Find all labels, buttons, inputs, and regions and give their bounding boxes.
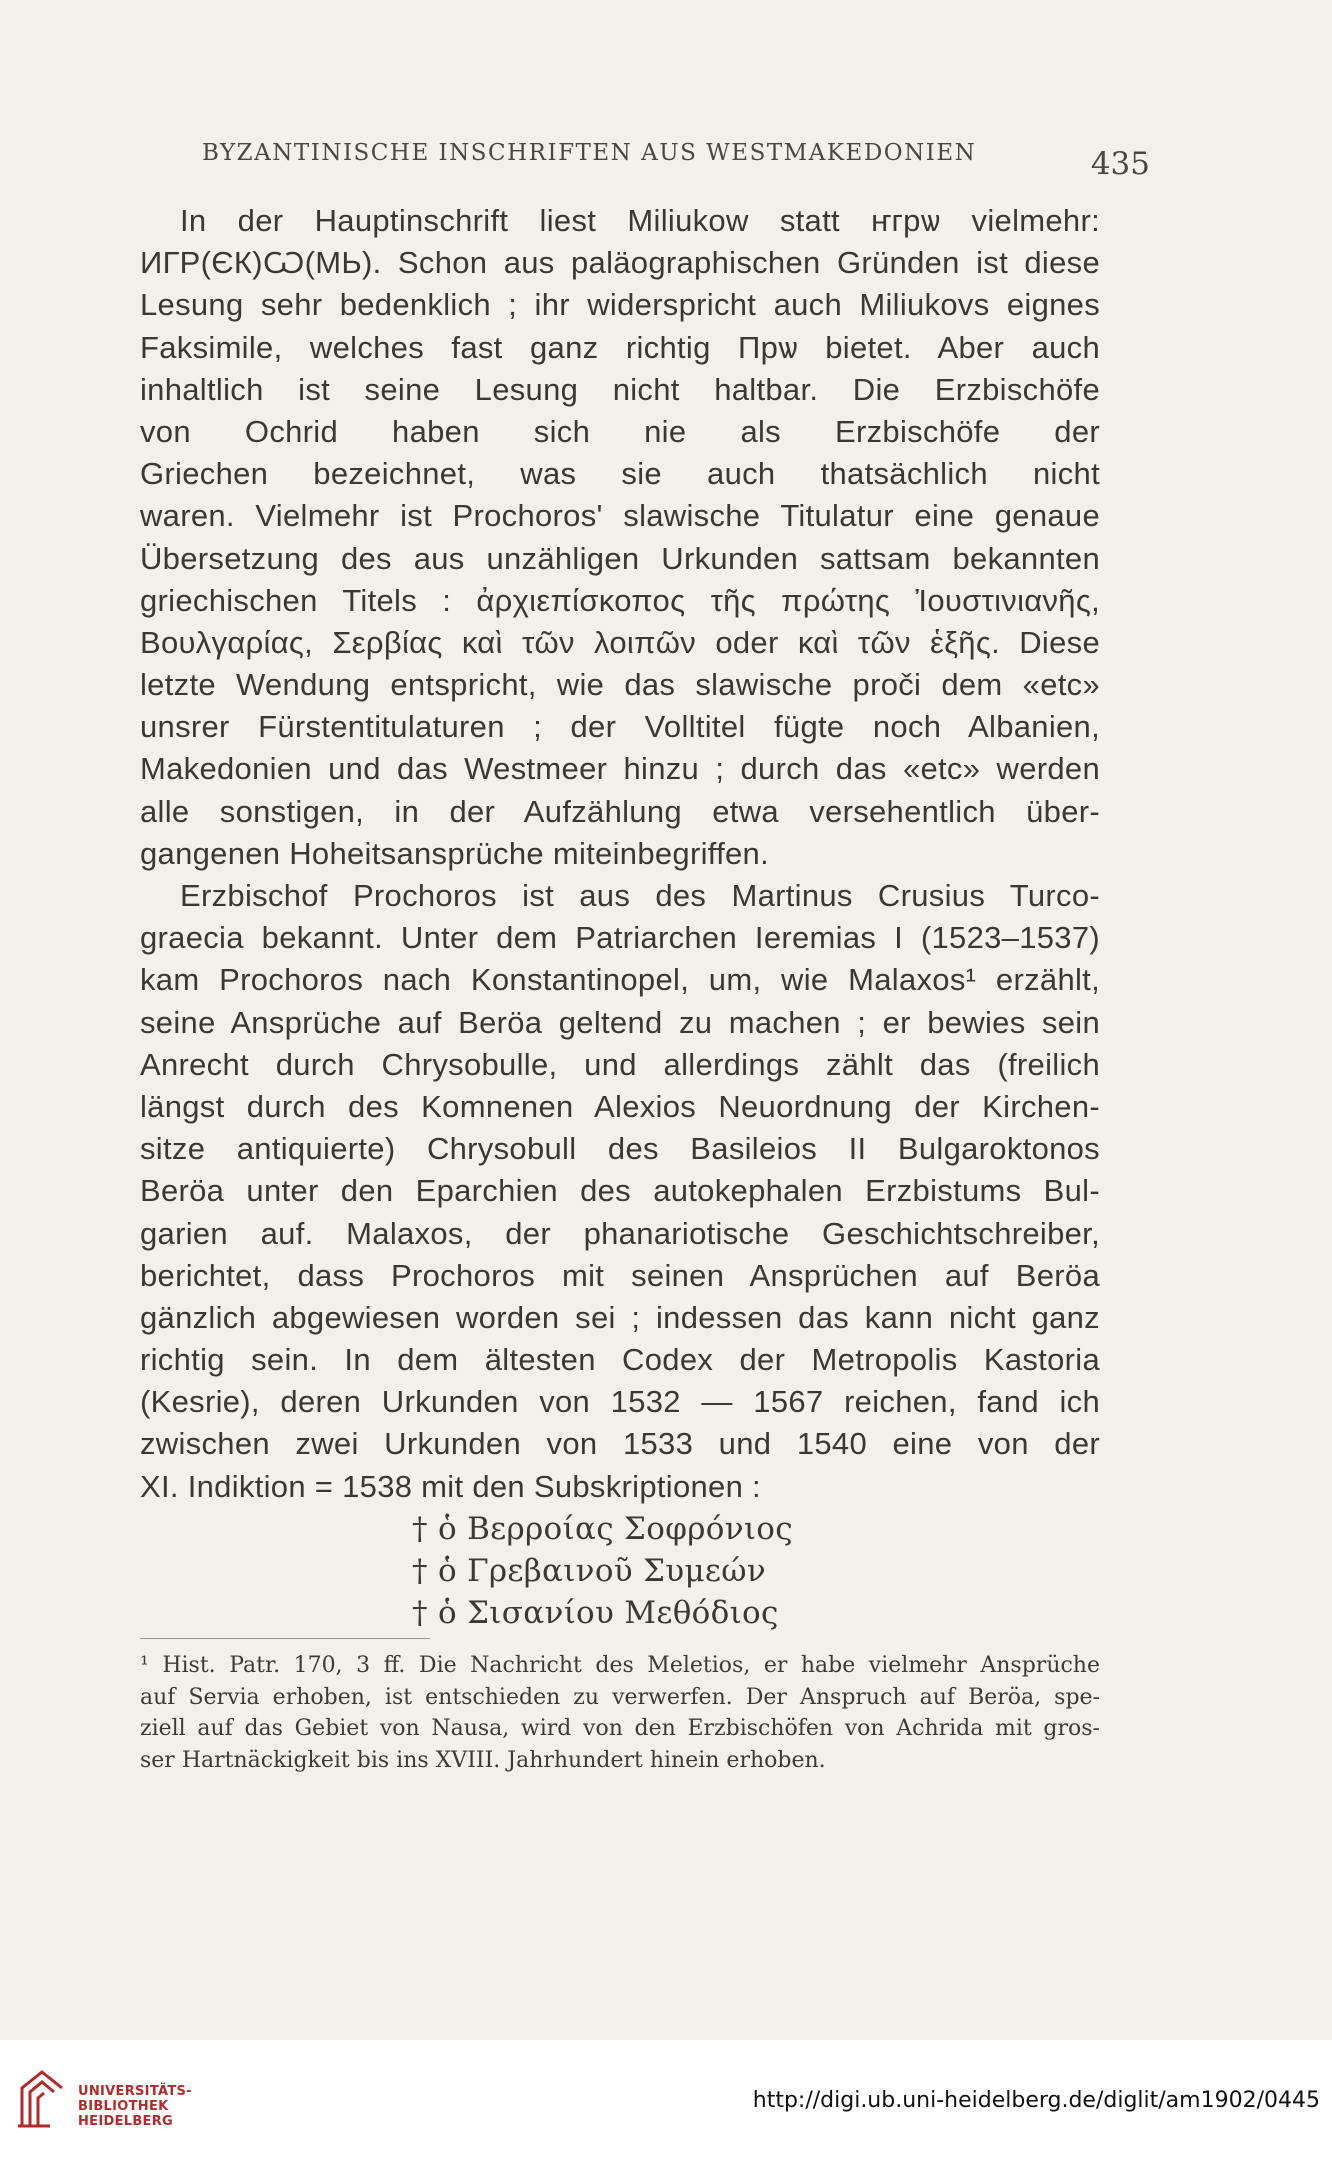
viewer-footer <box>0 2040 1332 2159</box>
text-line: alle sonstigen, in der Aufzählung etwa versehentlich über- <box>140 793 1100 829</box>
body-text <box>140 200 1100 1634</box>
page-header <box>140 132 1150 182</box>
text-line: (Kesrie), deren Urkunden von 1532 — 1567 reichen, fand ich <box>140 1384 1100 1420</box>
library-name-line: HEIDELBERG <box>78 2114 174 2129</box>
library-name[interactable] <box>78 2084 192 2129</box>
text-line: unsrer Fürstentitulaturen ; der Volltitel fügte noch Albanien, <box>140 709 1100 745</box>
footnote-divider <box>140 1638 430 1639</box>
text-line: gangenen Hoheitsansprüche miteinbegriffen. <box>140 835 770 871</box>
text-line: Anrecht durch Chrysobulle, und allerdings zählt das (freilich <box>140 1046 1100 1082</box>
text-line: berichtet, dass Prochoros mit seinen Ansprüchen auf Beröa <box>140 1257 1100 1293</box>
footnote-line: ziell auf das Gebiet von Nausa, wird von den Erzbischöfen von Achrida mit gros- <box>140 1716 1100 1741</box>
text-line: inhaltlich ist seine Lesung nicht haltbar. Die Erzbischöfe <box>140 371 1100 407</box>
text-line: längst durch des Komnenen Alexios Neuordnung der Kirchen- <box>140 1088 1100 1124</box>
footnote-line: ¹ Hist. Patr. 170, 3 ff. Die Nachricht des Meletios, er habe vielmehr Ansprüche <box>140 1653 1100 1678</box>
subscription-line: † ὁ Σισανίου Μεθόδιος <box>412 1595 779 1632</box>
library-name-line: BIBLIOTHEK <box>78 2099 169 2114</box>
text-line: sitze antiquierte) Chrysobull des Basileios II Bulgaroktonos <box>140 1131 1100 1167</box>
page-number: 435 <box>1090 146 1150 182</box>
text-line: graecia bekannt. Unter dem Patriarchen Ieremias I (1523–1537) <box>140 920 1100 956</box>
text-line: zwischen zwei Urkunden von 1533 und 1540 eine von der <box>140 1426 1100 1462</box>
text-line: In der Hauptinschrift liest Miliukow statt ҥгрѡ vielmehr: <box>180 203 1100 238</box>
text-line: waren. Vielmehr ist Prochoros' slawische Titulatur eine genaue <box>140 498 1100 534</box>
text-line: letzte Wendung entspricht, wie das slawische proči dem «etc» <box>140 667 1100 703</box>
text-line: Erzbischof Prochoros ist aus des Martinus Crusius Turco- <box>180 878 1100 913</box>
subscription-line: † ὁ Βερροίας Σοφρόνιος <box>412 1510 793 1547</box>
library-name-line: UNIVERSITÄTS- <box>78 2084 192 2099</box>
text-line: kam Prochoros nach Konstantinopel, um, wie Malaxos¹ erzählt, <box>140 962 1100 998</box>
text-line: XI. Indiktion = 1538 mit den Subskriptionen : <box>140 1468 761 1504</box>
text-line: garien auf. Malaxos, der phanariotische Geschichtschreiber, <box>140 1215 1100 1251</box>
text-line: von Ochrid haben sich nie als Erzbischöfe der <box>140 413 1100 449</box>
text-line: Βουλγαρίας, Σερβίας καὶ τῶν λοιπῶν oder καὶ τῶν ἑξῆς. Diese <box>140 624 1100 660</box>
footnote-line: ser Hartnäckigkeit bis ins XVIII. Jahrhundert hinein erhoben. <box>140 1747 826 1773</box>
text-line: Griechen bezeichnet, was sie auch thatsächlich nicht <box>140 456 1100 492</box>
text-line: gänzlich abgewiesen worden sei ; indessen das kann nicht ganz <box>140 1299 1100 1335</box>
text-line: Makedonien und das Westmeer hinzu ; durch das «etc» werden <box>140 751 1100 787</box>
text-line: ИГР(ЄК)Ѡ(МЬ). Schon aus paläographischen Gründen ist diese <box>140 245 1100 281</box>
permalink-url[interactable]: http://digi.ub.uni-heidelberg.de/diglit/am1902/0445 <box>752 2088 1320 2113</box>
text-line: seine Ansprüche auf Beröa geltend zu machen ; er bewies sein <box>140 1004 1100 1040</box>
heidelberg-library-logo-icon[interactable] <box>14 2062 70 2132</box>
text-line: Faksimile, welches fast ganz richtig Прѡ bietet. Aber auch <box>140 329 1100 365</box>
text-line: richtig sein. In dem ältesten Codex der Metropolis Kastoria <box>140 1342 1100 1378</box>
footnote <box>140 1650 1100 1776</box>
text-line: Übersetzung des aus unzähligen Urkunden sattsam bekannten <box>140 540 1100 576</box>
text-line: Lesung sehr bedenklich ; ihr widerspricht auch Miliukovs eignes <box>140 287 1100 323</box>
text-line: griechischen Titels : ἀρχιεπίσκοπος τῆς πρώτης Ἰουστινιανῆς, <box>140 582 1100 618</box>
subscription-line: † ὁ Γρεβαινοῦ Συμεών <box>412 1553 766 1589</box>
footnote-line: auf Servia erhoben, ist entschieden zu verwerfen. Der Anspruch auf Beröa, spe- <box>140 1684 1100 1710</box>
text-line: Beröa unter den Eparchien des autokephalen Erzbistums Bul- <box>140 1173 1100 1209</box>
running-title: BYZANTINISCHE INSCHRIFTEN AUS WESTMAKEDONIEN <box>202 140 977 166</box>
